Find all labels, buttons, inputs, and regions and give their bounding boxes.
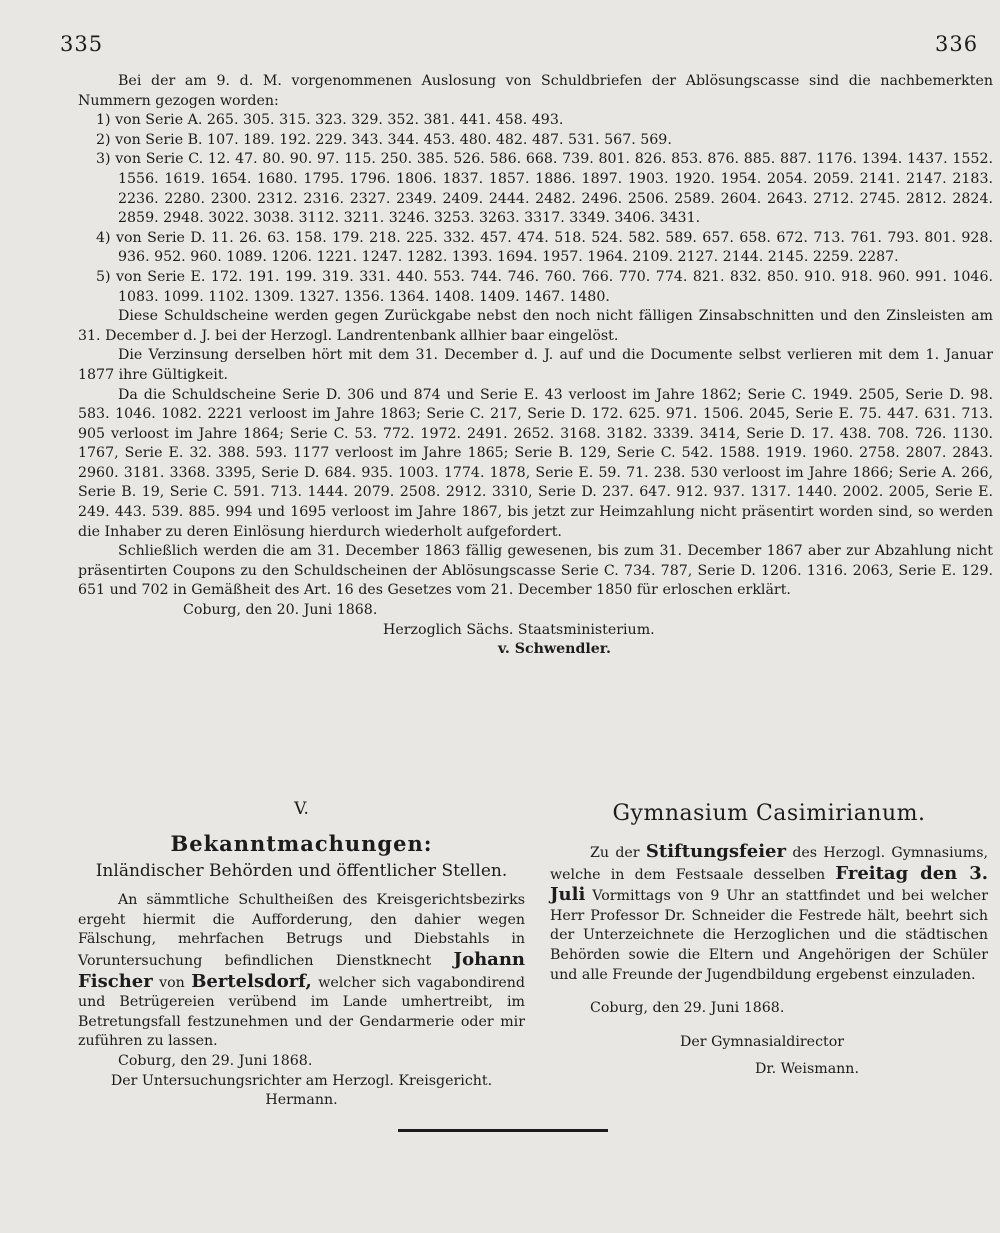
invitation-text-2: des Herzogl. Gymnasiums, welche in dem Festsaale desselben	[550, 845, 989, 883]
invitation-body	[550, 842, 988, 985]
invitation-signature-name: Dr. Weismann.	[755, 1061, 859, 1078]
notice-place-date: Coburg, den 20. Juni 1868.	[183, 602, 378, 619]
warrant-signature-name: Hermann.	[265, 1092, 338, 1109]
serie-c-list: 3) von Serie C. 12. 47. 80. 90. 97. 115. 250. 385. 526. 586. 668. 739. 801. 826. 853. 876. 885. 887. 1176. 1394. 1437. 1552. 1556. 1619. 1654. 1680. 1795. 1796. 1806. 1837. 1857. 1886. 1897. 1903. 1920. 1954. 2054. 2059. 2141. 2147. 2183. 2236. 2280. 2300. 2312. 2316. 2327. 2349. 2409. 2444. 2482. 2496. 2506. 2589. 2604. 2643. 2712. 2745. 2812. 2824. 2859. 2948. 3022. 3038. 3112. 3211. 3246. 3253. 3263. 3317. 3349. 3406. 3431.	[96, 151, 993, 227]
invitation-place-date: Coburg, den 29. Juni 1868.	[590, 1000, 785, 1017]
invitation-signature-office: Der Gymnasialdirector	[680, 1033, 845, 1050]
serie-e-list: 5) von Serie E. 172. 191. 199. 319. 331. 440. 553. 744. 746. 760. 766. 770. 774. 821. 832. 850. 910. 918. 960. 991. 1046. 1083. 1099. 1102. 1309. 1327. 1356. 1364. 1408. 1409. 1467. 1480.	[96, 268, 993, 305]
warrant-text-1: An sämmtliche Schultheißen des Kreisgerichtsbezirks ergeht hiermit die Aufforderung, den dahier wegen Fälschung, mehrfachen Betrugs und Diebstahls in Voruntersuchung befindlichen Dienstknecht	[78, 892, 525, 969]
notice-signature-name: v. Schwendler.	[498, 641, 611, 658]
wanted-person-place: Bertelsdorf,	[191, 970, 312, 992]
ablosungscasse-notice	[78, 72, 993, 660]
gymnasium-title: Gymnasium Casimirianum.	[612, 801, 926, 826]
serie-d-list: 4) von Serie D. 11. 26. 63. 158. 179. 218. 225. 332. 457. 474. 518. 524. 582. 589. 657. 658. 672. 713. 761. 793. 801. 928. 936. 952. 960. 1089. 1206. 1221. 1247. 1282. 1393. 1694. 1957. 1964. 2109. 2127. 2144. 2145. 2259. 2287.	[96, 229, 993, 266]
notice-intro: Bei der am 9. d. M. vorgenommenen Auslosung von Schuldbriefen der Ablösungscasse sind die nachbemerkten Nummern gezogen worden:	[78, 73, 993, 109]
paragraph-return: Diese Schuldscheine werden gegen Zurückgabe nebst den noch nicht fälligen Zinsabschnitten und den Zinsleisten am 31. December d. J. bei der Herzogl. Landrentenbank allhier baar eingelöst.	[78, 308, 993, 344]
paragraph-outstanding: Da die Schuldscheine Serie D. 306 und 874 und Serie E. 43 verloost im Jahre 1862; Serie C. 1949. 2505, Serie D. 98. 583. 1046. 1082. 2221 verloost im Jahre 1863; Serie C. 217, Serie D. 172. 625. 971. 1506. 2045, Serie E. 75. 447. 631. 713. 905 verloost im Jahre 1864; Serie C. 53. 772. 1972. 2491. 2652. 3168. 3182. 3339. 3414, Serie D. 17. 438. 708. 726. 1130. 1767, Serie E. 32. 388. 593. 1177 verloost im Jahre 1865; Serie B. 129, Serie C. 542. 1588. 1919. 1960. 2758. 2807. 2843. 2960. 3181. 3368. 3395, Serie D. 684. 935. 1003. 1774. 1878, Serie E. 59. 71. 238. 530 verloost im Jahre 1866; Serie A. 266, Serie B. 19, Serie C. 591. 713. 1444. 2079. 2508. 2912. 3310, Serie D. 237. 647. 912. 937. 1317. 1440. 2002. 2005, Serie E. 249. 443. 539. 885. 994 und 1695 verloost im Jahre 1867, bis jetzt zur Heimzahlung nicht präsentirt worden sind, so werden die Inhaber zu deren Einlösung hierdurch wiederholt aufgefordert.	[78, 386, 993, 540]
warrant-signature-office: Der Untersuchungsrichter am Herzogl. Kreisgericht.	[110, 1072, 493, 1089]
section-v-column	[78, 800, 525, 1111]
gymnasium-column	[550, 800, 988, 1080]
paragraph-coupons: Schließlich werden die am 31. December 1863 fällig gewesenen, bis zum 31. December 1867 aber zur Abzahlung nicht präsentirten Coupons zu den Schuldscheinen der Ablösungscasse Serie C. 734. 787, Serie D. 1206. 1316. 2063, Serie E. 129. 651 und 702 in Gemäßheit des Art. 16 des Gesetzes vom 21. December 1850 für erloschen erklärt.	[78, 543, 993, 599]
event-name: Stiftungsfeier	[645, 841, 786, 862]
invitation-text-3: Vormittags von 9 Uhr an stattfindet und bei welcher Herr Professor Dr. Schneider die Festrede hält, beehrt sich der Unterzeichnete die Herzoglichen und die städtischen Behörden sowie die Eltern und Angehörigen der Schüler und alle Freunde der Jugendbildung ergebenst einzuladen.	[550, 888, 988, 983]
event-date: Freitag den 3. Juli	[550, 862, 989, 906]
page-number-right: 336	[935, 32, 979, 56]
warrant-text-2: von	[159, 974, 185, 991]
notice-signature-office: Herzoglich Sächs. Staatsministerium.	[383, 621, 655, 638]
section-subheading: Inländischer Behörden und öffentlicher Stellen.	[95, 860, 508, 881]
paragraph-interest: Die Verzinsung derselben hört mit dem 31. December d. J. auf und die Documente selbst verlieren mit dem 1. Januar 1877 ihre Gültigkeit.	[78, 347, 993, 383]
section-heading: Bekanntmachungen:	[170, 830, 433, 856]
warrant-text-3: welcher sich vagabondirend und Betrügereien verübend im Lande umhertreibt, im Betretungsfall festzunehmen und der Gendarmerie oder mir zuführen zu lassen.	[78, 974, 525, 1050]
section-roman-numeral: V.	[294, 799, 309, 819]
invitation-text-1: Zu der	[590, 845, 640, 861]
serie-a-list: 1) von Serie A. 265. 305. 315. 323. 329. 352. 381. 441. 458. 493.	[96, 112, 564, 129]
warrant-place-date: Coburg, den 29. Juni 1868.	[118, 1052, 313, 1069]
closing-rule	[398, 1129, 608, 1132]
wanted-person-name: Johann Fischer	[78, 948, 525, 992]
serie-b-list: 2) von Serie B. 107. 189. 192. 229. 343. 344. 453. 480. 482. 487. 531. 567. 569.	[96, 131, 672, 148]
page-number-left: 335	[60, 32, 104, 56]
warrant-notice-body	[78, 891, 525, 1052]
